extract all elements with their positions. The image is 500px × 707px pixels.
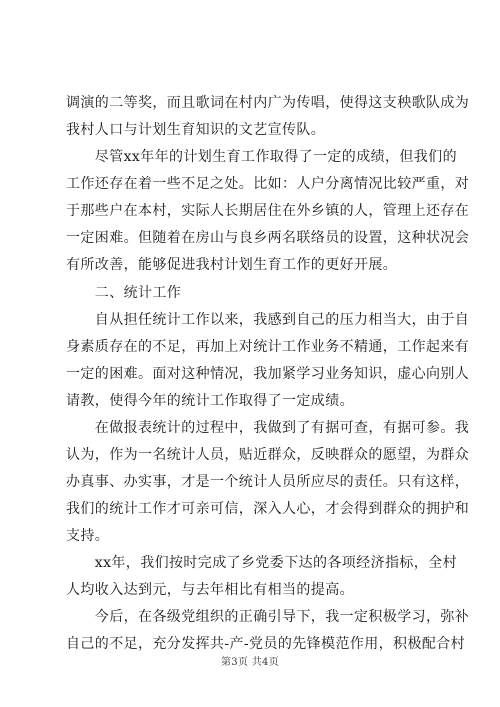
body-line: xx年，我们按时完成了乡党委下达的各项经济指标，全村 xyxy=(66,555,457,571)
body-line: 支持。 xyxy=(66,528,110,544)
body-line: 请教，使得今年的统计工作取得了一定成绩。 xyxy=(66,393,354,409)
body-line: 今后，在各级党组织的正确引导下，我一定积极学习，弥补 xyxy=(66,609,470,625)
body-line: 一定的困难。面对这种情况，我加紧学习业务知识，虚心向别人 xyxy=(66,366,470,382)
body-line: 一定困难。但随着在房山与良乡两名联络员的设置，这种状况会 xyxy=(66,230,470,246)
body-line: 调演的二等奖，而且歌词在村内广为传唱，使得这支秧歌队成为 xyxy=(66,95,470,111)
body-line: 于那些户在本村，实际人长期居住在外乡镇的人，管理上还存在 xyxy=(66,203,470,219)
body-line: 自从担任统计工作以来，我感到自己的压力相当大，由于自 xyxy=(66,312,470,328)
section-heading: 二、统计工作 xyxy=(66,285,182,301)
body-line: 身素质存在的不足，再加上对统计工作业务不精通，工作起来有 xyxy=(66,339,470,355)
body-line: 有所改善，能够促进我村计划生育工作的更好开展。 xyxy=(66,257,398,273)
body-line: 自己的不足，充分发挥共-产-党员的先锋模范作用，积极配合村 xyxy=(66,636,466,652)
body-line: 认为，作为一名统计人员，贴近群众，反映群众的愿望，为群众 xyxy=(66,447,470,463)
body-line: 办真事、办实事，才是一个统计人员所应尽的责任。只有这样， xyxy=(66,474,470,490)
body-line: 我们的统计工作才可亲可信，深入人心，才会得到群众的拥护和 xyxy=(66,501,470,517)
page-footer: 第3页 共4页 xyxy=(220,657,279,668)
body-line: 人均收入达到元，与去年相比有相当的提高。 xyxy=(66,582,354,598)
body-line: 尽管xx年年的计划生育工作取得了一定的成绩，但我们的 xyxy=(66,149,457,165)
body-line: 我村人口与计划生育知识的文艺宣传队。 xyxy=(66,122,326,138)
body-line: 在做报表统计的过程中，我做到了有据可查，有据可参。我 xyxy=(66,420,470,436)
body-line: 工作还存在着一些不足之处。比如：人户分离情况比较严重，对 xyxy=(66,176,470,192)
